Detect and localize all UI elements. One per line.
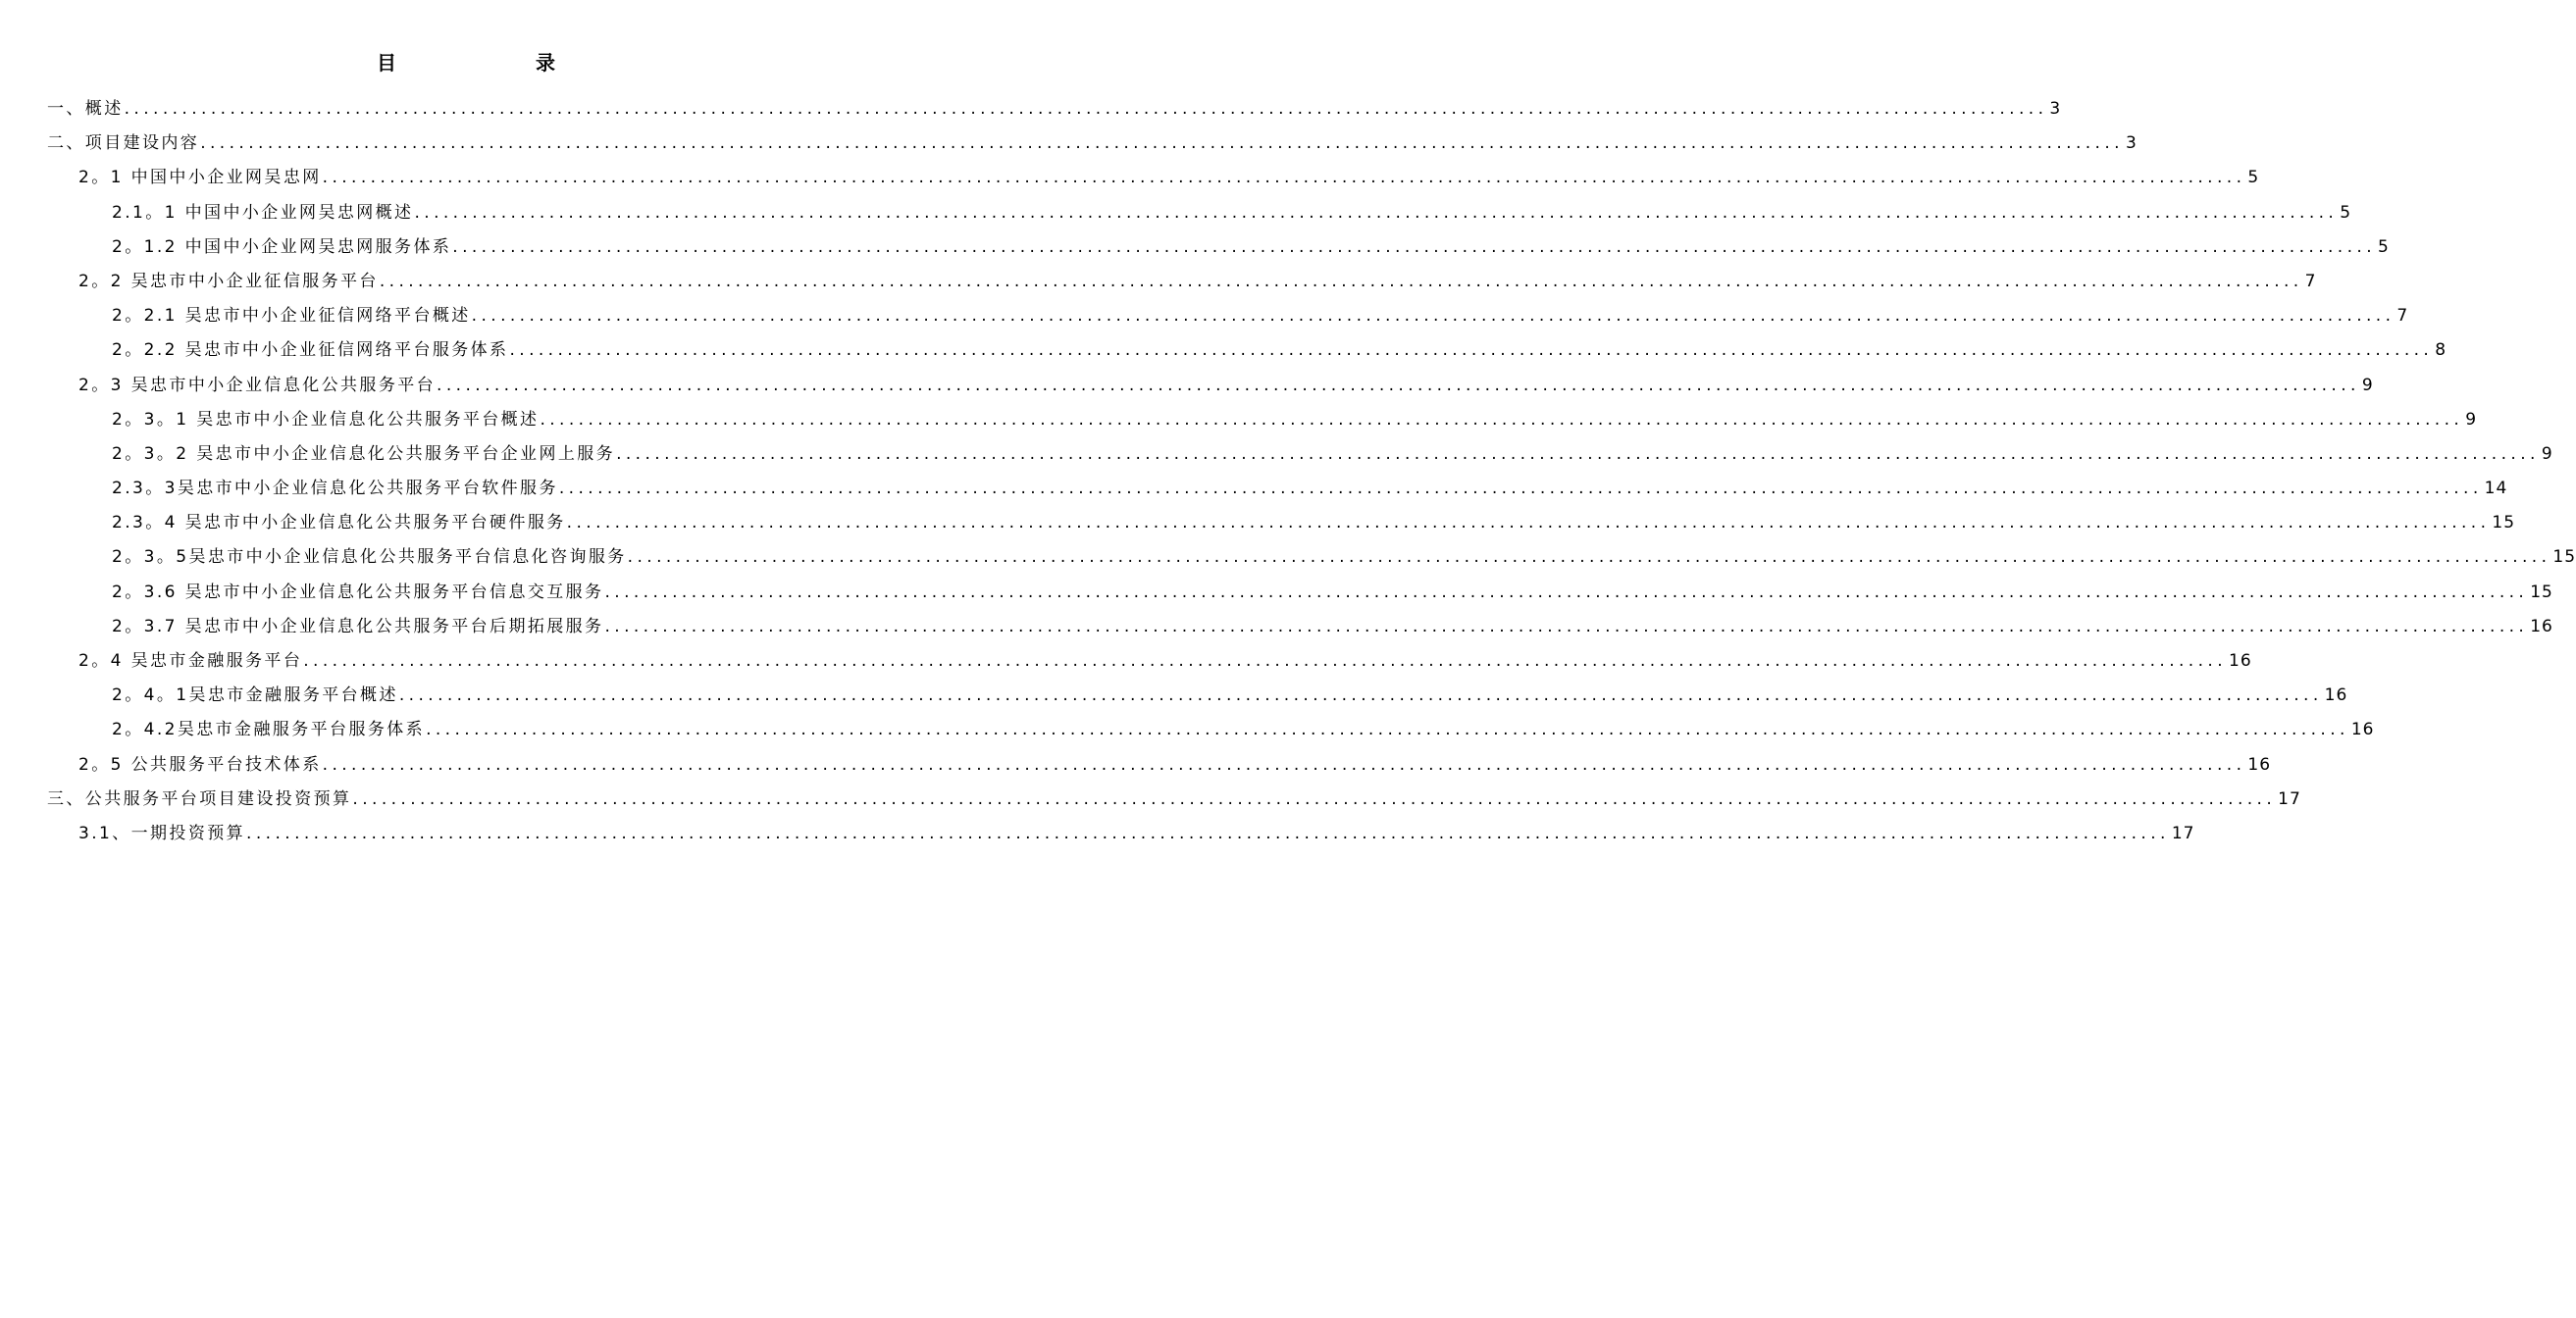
toc-entry-page-number: 7 <box>2396 306 2409 327</box>
toc-entry[interactable] <box>0 127 2138 161</box>
toc-entry-label: 2。1 中国中小企业网吴忠网 <box>78 168 322 188</box>
toc-entry-label: 2.3。3吴忠市中小企业信息化公共服务平台软件服务 <box>112 479 558 499</box>
toc-entry-row <box>78 748 2272 783</box>
toc-entry-row <box>112 333 2447 368</box>
toc-entry[interactable] <box>0 506 2516 540</box>
toc-entry-page-number: 16 <box>2350 720 2375 740</box>
dot-leader: ........................................................................................................................................................................................................ <box>379 271 2303 291</box>
toc-entry-page-number: 9 <box>2465 409 2478 430</box>
dot-leader: ........................................................................................................................................................................................................ <box>124 99 2048 119</box>
toc-entry-page-number: 16 <box>2229 651 2252 671</box>
toc-entry[interactable] <box>0 783 2301 817</box>
toc-entry-label: 一、概述 <box>47 99 124 119</box>
toc-entry-row <box>78 369 2374 403</box>
toc-title: 目 录 <box>377 51 589 75</box>
dot-leader: ........................................................................................................................................................................................................ <box>352 788 2277 809</box>
toc-entry-page-number: 14 <box>2484 479 2508 499</box>
toc-entry[interactable] <box>0 333 2447 368</box>
dot-leader: ........................................................................................................................................................................................................ <box>540 409 2464 430</box>
toc-entry-page-number: 3 <box>2125 133 2138 154</box>
table-of-contents <box>0 92 2576 851</box>
toc-entry-row <box>112 576 2553 610</box>
toc-entry[interactable] <box>0 472 2508 506</box>
toc-entry-label: 2。2 吴忠市中小企业征信服务平台 <box>78 271 379 291</box>
toc-entry-row <box>47 127 2138 161</box>
dot-leader: ........................................................................................................................................................................................................ <box>200 133 2124 154</box>
dot-leader: ........................................................................................................................................................................................................ <box>398 685 2323 706</box>
toc-entry[interactable] <box>0 713 2375 747</box>
toc-entry-row <box>112 403 2478 437</box>
toc-entry-row <box>112 437 2553 472</box>
toc-entry[interactable] <box>0 679 2348 713</box>
toc-entry[interactable] <box>0 92 2062 127</box>
dot-leader: ........................................................................................................................................................................................................ <box>414 202 2339 223</box>
toc-entry-page-number: 17 <box>2171 823 2195 843</box>
toc-entry[interactable] <box>0 265 2317 299</box>
toc-entry-label: 二、项目建设内容 <box>47 133 200 154</box>
dot-leader: ........................................................................................................................................................................................................ <box>509 340 2434 361</box>
toc-entry-page-number: 16 <box>2530 616 2553 636</box>
toc-entry-label: 2。3。5吴忠市中小企业信息化公共服务平台信息化咨询服务 <box>112 547 627 568</box>
toc-entry-page-number: 9 <box>2361 375 2374 395</box>
toc-entry-row <box>112 679 2348 713</box>
dot-leader: ........................................................................................................................................................................................................ <box>322 168 2246 188</box>
dot-leader: ........................................................................................................................................................................................................ <box>246 823 2170 843</box>
toc-entry-label: 2。3 吴忠市中小企业信息化公共服务平台 <box>78 375 437 395</box>
toc-entry[interactable] <box>0 299 2409 333</box>
dot-leader: ........................................................................................................................................................................................................ <box>426 720 2349 740</box>
dot-leader: ........................................................................................................................................................................................................ <box>471 306 2396 327</box>
toc-entry-row <box>112 713 2375 747</box>
toc-entry-row <box>112 196 2352 230</box>
toc-entry-label: 2。4。1吴忠市金融服务平台概述 <box>112 685 398 706</box>
toc-entry-label: 2。4 吴忠市金融服务平台 <box>78 651 303 671</box>
toc-entry-page-number: 3 <box>2049 99 2062 119</box>
toc-entry-label: 2.3。4 吴忠市中小企业信息化公共服务平台硬件服务 <box>112 513 566 533</box>
dot-leader: ........................................................................................................................................................................................................ <box>322 754 2246 775</box>
toc-entry-label: 2。1.2 中国中小企业网吴忠网服务体系 <box>112 236 452 257</box>
toc-entry-row <box>47 92 2062 127</box>
toc-entry[interactable] <box>0 610 2553 644</box>
toc-entry-label: 2。3.7 吴忠市中小企业信息化公共服务平台后期拓展服务 <box>112 616 604 636</box>
toc-entry-page-number: 15 <box>2492 513 2516 533</box>
dot-leader: ........................................................................................................................................................................................................ <box>437 375 2360 395</box>
dot-leader: ........................................................................................................................................................................................................ <box>452 236 2377 257</box>
toc-entry[interactable] <box>0 576 2553 610</box>
toc-entry-page-number: 17 <box>2278 788 2301 809</box>
toc-entry-page-number: 8 <box>2435 340 2447 361</box>
toc-entry-page-number: 5 <box>2378 236 2390 257</box>
toc-entry-page-number: 5 <box>2247 168 2260 188</box>
toc-entry[interactable] <box>0 403 2478 437</box>
toc-entry-label: 三、公共服务平台项目建设投资预算 <box>47 788 352 809</box>
toc-entry-page-number: 5 <box>2340 202 2352 223</box>
dot-leader: ........................................................................................................................................................................................................ <box>627 547 2551 568</box>
toc-entry-row <box>112 506 2516 540</box>
toc-entry[interactable] <box>0 369 2374 403</box>
toc-entry-row <box>112 610 2553 644</box>
toc-entry-row <box>112 540 2576 575</box>
toc-entry-row <box>78 265 2317 299</box>
toc-entry-label: 2.1。1 中国中小企业网吴忠网概述 <box>112 202 414 223</box>
toc-entry-page-number: 9 <box>2541 443 2553 464</box>
dot-leader: ........................................................................................................................................................................................................ <box>604 616 2529 636</box>
toc-entry-page-number: 7 <box>2304 271 2317 291</box>
toc-entry-page-number: 16 <box>2324 685 2348 706</box>
toc-entry[interactable] <box>0 437 2553 472</box>
dot-leader: ........................................................................................................................................................................................................ <box>303 651 2228 671</box>
toc-entry-row <box>78 161 2260 195</box>
dot-leader: ........................................................................................................................................................................................................ <box>566 513 2491 533</box>
toc-entry[interactable] <box>0 540 2576 575</box>
toc-entry[interactable] <box>0 644 2252 679</box>
toc-entry-label: 2。4.2吴忠市金融服务平台服务体系 <box>112 720 426 740</box>
toc-entry-page-number: 15 <box>2552 547 2576 568</box>
toc-entry-page-number: 15 <box>2530 582 2553 602</box>
toc-entry-row <box>78 817 2195 851</box>
dot-leader: ........................................................................................................................................................................................................ <box>604 582 2529 602</box>
dot-leader: ........................................................................................................................................................................................................ <box>558 479 2483 499</box>
toc-entry-label: 2。3。1 吴忠市中小企业信息化公共服务平台概述 <box>112 409 540 430</box>
dot-leader: ........................................................................................................................................................................................................ <box>616 443 2540 464</box>
toc-entry[interactable] <box>0 748 2272 783</box>
toc-entry-label: 3.1、一期投资预算 <box>78 823 246 843</box>
toc-entry-row <box>47 783 2301 817</box>
toc-entry-page-number: 16 <box>2247 754 2272 775</box>
toc-entry[interactable] <box>0 161 2260 195</box>
toc-entry[interactable] <box>0 230 2390 265</box>
toc-entry-label: 2。2.1 吴忠市中小企业征信网络平台概述 <box>112 306 471 327</box>
toc-entry-row <box>78 644 2252 679</box>
toc-entry-row <box>112 472 2508 506</box>
toc-entry-label: 2。5 公共服务平台技术体系 <box>78 754 322 775</box>
toc-entry[interactable] <box>0 817 2195 851</box>
toc-entry-row <box>112 299 2409 333</box>
toc-entry[interactable] <box>0 196 2352 230</box>
toc-entry-row <box>112 230 2390 265</box>
toc-entry-label: 2。2.2 吴忠市中小企业征信网络平台服务体系 <box>112 340 509 361</box>
toc-entry-label: 2。3.6 吴忠市中小企业信息化公共服务平台信息交互服务 <box>112 582 604 602</box>
toc-entry-label: 2。3。2 吴忠市中小企业信息化公共服务平台企业网上服务 <box>112 443 616 464</box>
